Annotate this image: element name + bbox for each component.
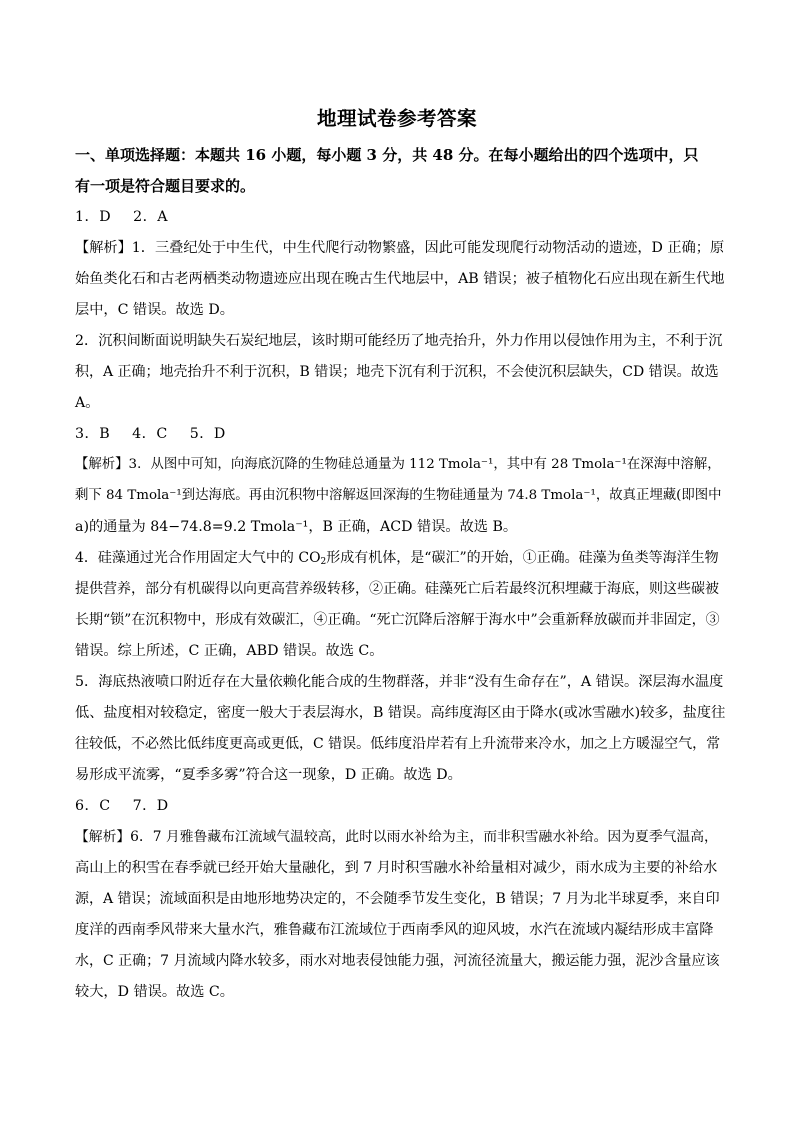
answer-row-3-5 — [75, 424, 725, 444]
explanation-line: 度洋的西南季风带来大量水汽，雅鲁藏布江流域位于西南季风的迎风坡，水汽在流域内凝结形成丰富降 — [75, 922, 714, 938]
page-title: 地理试卷参考答案 — [316, 107, 477, 130]
explanation-line: A。 — [75, 395, 100, 411]
explanation-line: 剩下 84 Tmola⁻¹到达海底。再由沉积物中溶解返回深海的生物硅通量为 74.8 Tmola⁻¹，故真正埋藏(即图中 — [75, 488, 722, 503]
explanation-line: 始鱼类化石和古老两栖类动物遗迹应出现在晚古生代地层中，AB 错误；被子植物化石应出现在新生代地 — [75, 271, 725, 287]
co2-text-pre: 4．硅藻通过光合作用固定大气中的 CO — [75, 550, 321, 566]
explanation-line: 低、盐度相对较稳定，密度一般大于表层海水，B 错误。高纬度海区由于降水(或冰雪融水)较多，盐度往 — [75, 705, 726, 721]
explanation-line: 积，A 正确；地壳抬升不利于沉积，B 错误；地壳下沉有利于沉积，不会使沉积层缺失，CD 错误。故选 — [75, 364, 719, 380]
answer-2: 2．A — [133, 209, 169, 225]
explanation-line: 水，C 正确；7 月流域内降水较多，雨水对地表侵蚀能力强，河流径流量大，搬运能力强，泥沙含量应该 — [75, 953, 720, 969]
explanation-line: 【解析】6．7 月雅鲁藏布江流域气温较高，此时以雨水补给为主，而非积雪融水补给。因为夏季气温高， — [75, 829, 718, 845]
answer-5: 5．D — [189, 426, 226, 442]
answer-4: 4．C — [132, 426, 168, 442]
explanation-line — [75, 548, 725, 572]
explanation-line: 易形成平流雾，“夏季多雾”符合这一现象，D 正确。故选 D。 — [75, 767, 462, 783]
explanation-line: 【解析】1．三叠纪处于中生代，中生代爬行动物繁盛，因此可能发现爬行动物活动的遗迹，D 正确；原 — [75, 240, 725, 256]
explanation-line: 【解析】3．从图中可知，向海底沉降的生物硅总通量为 112 Tmola⁻¹，其中有 28 Tmola⁻¹在深海中溶解， — [75, 457, 721, 472]
explanation-line: 层中，C 错误。故选 D。 — [75, 302, 234, 318]
section-heading-line-1: 一、单项选择题：本题共 16 小题，每小题 3 分，共 48 分。在每小题给出的四个选项中，只 — [75, 146, 699, 164]
answer-7: 7．D — [132, 798, 169, 814]
explanation-line: 源，A 错误；流域面积是由地形地势决定的，不会随季节发生变化，B 错误；7 月为北半球夏季，来自印 — [75, 891, 720, 907]
explanation-line: 提供营养，部分有机碳得以向更高营养级转移，②正确。硅藻死亡后若最终沉积埋藏于海底，则这些碳被 — [75, 581, 719, 597]
explanation-line: 错误。综上所述，C 正确，ABD 错误。故选 C。 — [75, 643, 384, 659]
explanation-line: 5．海底热液喷口附近存在大量依赖化能合成的生物群落，并非“没有生命存在”，A 错误。深层海水温度 — [75, 674, 724, 690]
co2-text-post: 形成有机体，是“碳汇”的开始，①正确。硅藻为鱼类等海洋生物 — [326, 550, 719, 566]
co2-subscript: 2 — [320, 557, 327, 567]
answer-1: 1．D — [75, 209, 112, 225]
answer-row-1-2 — [75, 207, 725, 227]
explanation-line: a)的通量为 84−74.8=9.2 Tmola⁻¹，B 正确，ACD 错误。故选 B。 — [75, 519, 518, 535]
explanation-line: 长期“锁”在沉积物中，形成有效碳汇，④正确。“死亡沉降后溶解于海水中”会重新释放碳而并非固定，③ — [75, 612, 720, 628]
explanation-line: 2．沉积间断面说明缺失石炭纪地层，该时期可能经历了地壳抬升，外力作用以侵蚀作用为主，不利于沉 — [75, 333, 723, 349]
answer-row-6-7 — [75, 796, 725, 816]
section-heading-line-2: 有一项是符合题目要求的。 — [75, 177, 256, 195]
explanation-line: 较大，D 错误。故选 C。 — [75, 984, 234, 1000]
explanation-line: 高山上的积雪在春季就已经开始大量融化，到 7 月时积雪融水补给量相对减少，雨水成为主要的补给水 — [75, 860, 718, 876]
answer-6: 6．C — [75, 798, 111, 814]
answer-3: 3．B — [75, 426, 111, 442]
explanation-line: 往较低，不必然比低纬度更高或更低，C 错误。低纬度沿岸若有上升流带来冷水，加之上方暖湿空气，常 — [75, 736, 721, 752]
